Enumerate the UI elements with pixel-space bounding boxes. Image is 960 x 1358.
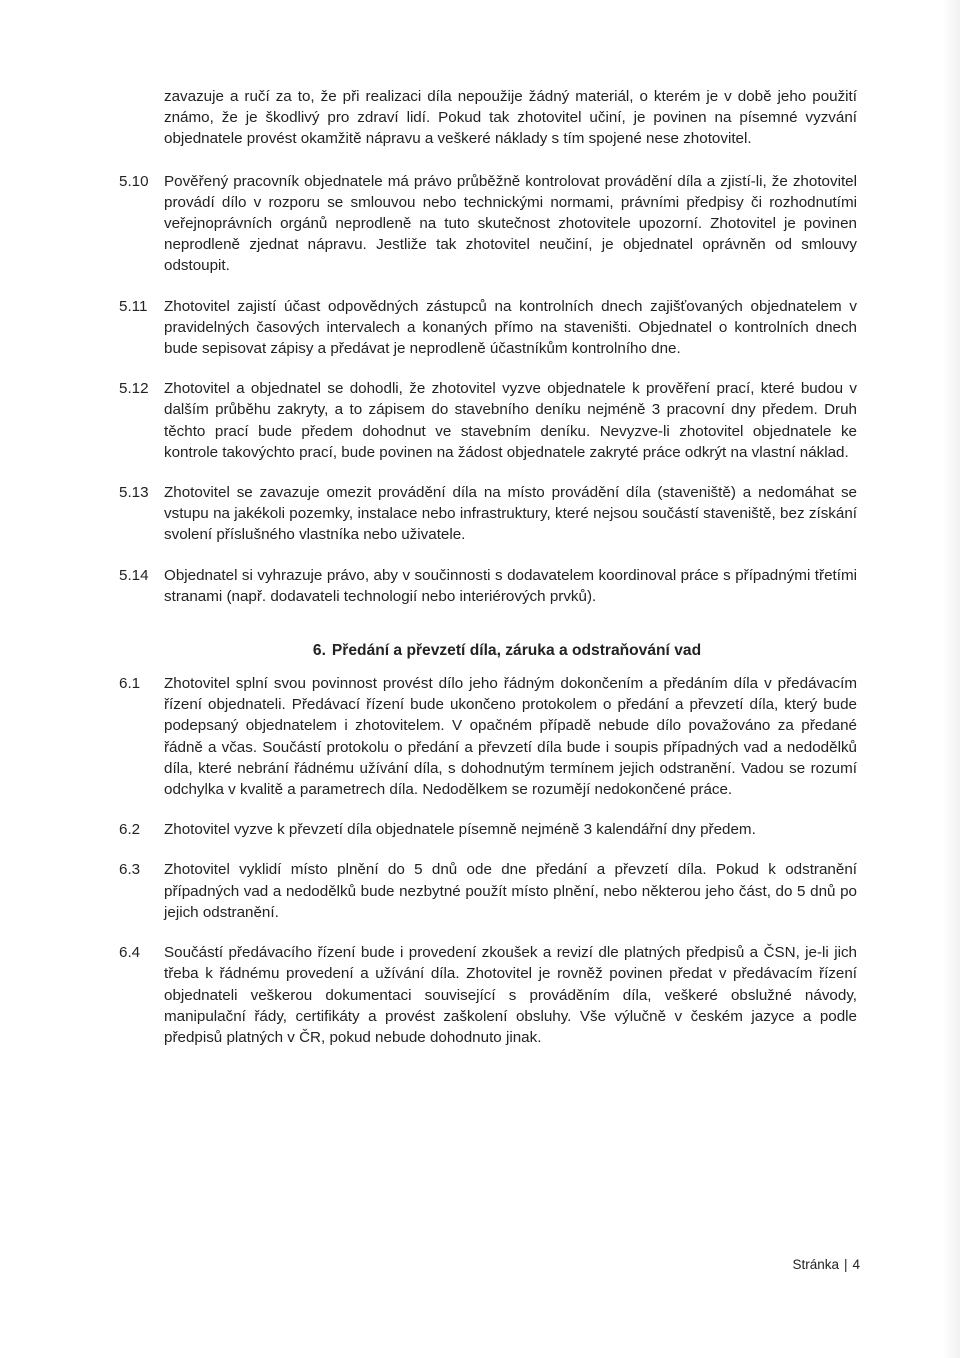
- clause-text: Zhotovitel se zavazuje omezit provádění díla na místo provádění díla (staveniště) a nedomáhat se vstupu na jakékoli pozemky, instalace nebo infrastruktury, které nejsou součástí staveniště, bez získání svolení příslušného vlastníka nebo uživatele.: [164, 484, 857, 544]
- clauses-section-5: [119, 171, 857, 607]
- page-separator: |: [843, 1257, 848, 1272]
- clause-text: Součástí předávacího řízení bude i provedení zkoušek a revizí dle platných předpisů a ČSN, je-li jich třeba k řádnému provedení a užívání díla. Zhotovitel je rovněž povinen předat v předávacím řízení objednateli veškerou dokumentaci související s prováděním díla, veškeré obslužné návody, manipulační řády, certifikáty a provést zaškolení obsluhy. Vše výlučně v českém jazyce a podle předpisů platných v ČR, pokud nebude dohodnuto jinak.: [164, 944, 857, 1046]
- clause-5-11: [119, 296, 857, 360]
- clause-5-12: [119, 378, 857, 463]
- clause-text: Zhotovitel zajistí účast odpovědných zástupců na kontrolních dnech zajišťovaných objednatelem v pravidelných časových intervalech a konaných přímo na staveništi. Objednatel o kontrolních dnech bude sepisovat zápisy a předávat je neprodleně účastníkům kontrolního dne.: [164, 297, 857, 358]
- page-edge-shadow: [942, 0, 960, 1358]
- section-title: Předání a převzetí díla, záruka a odstraňování vad: [331, 642, 702, 660]
- clause-number: 6.3: [119, 861, 141, 879]
- clauses-section-6: [119, 673, 857, 1048]
- clause-text: Zhotovitel vyklidí místo plnění do 5 dnů ode dne předání a převzetí díla. Pokud k odstranění případných vad a nedodělků bude nezbytné použít místo plnění, nebo některou jeho část, do 5 dnů po jejich odstranění.: [164, 861, 857, 921]
- clause-6-3: [119, 859, 857, 923]
- clause-5-14: [119, 565, 857, 607]
- page-label: Stránka: [792, 1257, 839, 1272]
- clause-6-1: [119, 673, 857, 800]
- section-number: 6.: [312, 642, 326, 660]
- page-number: 4: [852, 1257, 860, 1272]
- clause-6-2: [119, 819, 857, 840]
- clause-5-13: [119, 482, 857, 546]
- page-footer: [760, 1255, 860, 1275]
- clause-number: 5.12: [119, 380, 149, 398]
- clause-number: 5.11: [119, 297, 148, 315]
- clause-text: Pověřený pracovník objednatele má právo průběžně kontrolovat provádění díla a zjistí-li, že zhotovitel provádí dílo v rozporu se smlouvou nebo technickými normami, právními předpisy či rozhodnutími veřejnoprávních orgánů neprodleně na tuto skutečnost zhotovitele upozorní. Zhotovitel je povinen neprodleně zjednat nápravu. Jestliže tak zhotovitel neučiní, je objednatel oprávněn od smlouvy odstoupit.: [164, 172, 857, 275]
- clause-5-10: [119, 171, 857, 277]
- clause-number: 5.10: [119, 172, 149, 190]
- clause-text: Zhotovitel vyzve k převzetí díla objednatele písemně nejméně 3 kalendářní dny předem.: [164, 821, 756, 839]
- clause-text: Zhotovitel splní svou povinnost provést dílo jeho řádným dokončením a předáním díla v předávacím řízení objednateli. Předávací řízení bude ukončeno protokolem o předání a převzetí díla, který bude podepsaný objednatelem i zhotovitelem. V opačném případě nebude dílo považováno za předané řádně a včas. Součástí protokolu o předání a převzetí díla bude i soupis případných vad a nedodělků díla, které nebrání řádnému užívání díla, s dohodnutým termínem jejich odstranění. Vadou se rozumí odchylka v kvalitě a parametrech díla. Nedodělkem se rozumějí nedokončené práce.: [164, 675, 857, 799]
- clause-text: Objednatel si vyhrazuje právo, aby v součinnosti s dodavatelem koordinoval práce s případnými třetími stranami (např. dodavateli technologií nebo interiérových prvků).: [164, 566, 857, 605]
- clause-6-4: [119, 942, 857, 1048]
- clause-number: 5.14: [119, 566, 149, 584]
- section-heading-6: [119, 640, 857, 661]
- intro-paragraph: zavazuje a ručí za to, že při realizaci díla nepoužije žádný materiál, o kterém je v době jeho použití známo, že je škodlivý pro zdraví lidí. Pokud tak zhotovitel učiní, je povinen na písemné vyzvání objednatele provést okamžitě nápravu a veškeré náklady s tím spojené nese zhotovitel.: [164, 88, 857, 148]
- clause-number: 6.4: [119, 944, 141, 962]
- page-content: [119, 86, 857, 1048]
- clause-text: Zhotovitel a objednatel se dohodli, že zhotovitel vyzve objednatele k prověření prací, které budou v dalším průběhu zakryty, a to zápisem do stavebního deníku nejméně 3 pracovní dny předem. Druh těchto prací bude předem dohodnut ve stavebním deníku. Nevyzve-li zhotovitel objednatele ke kontrole takovýchto prací, bude povinen na žádost objednatele zakryté práce odkrýt na vlastní náklad.: [164, 380, 857, 461]
- clause-number: 5.13: [119, 484, 149, 502]
- clause-number: 6.1: [119, 675, 141, 693]
- clause-number: 6.2: [119, 821, 141, 839]
